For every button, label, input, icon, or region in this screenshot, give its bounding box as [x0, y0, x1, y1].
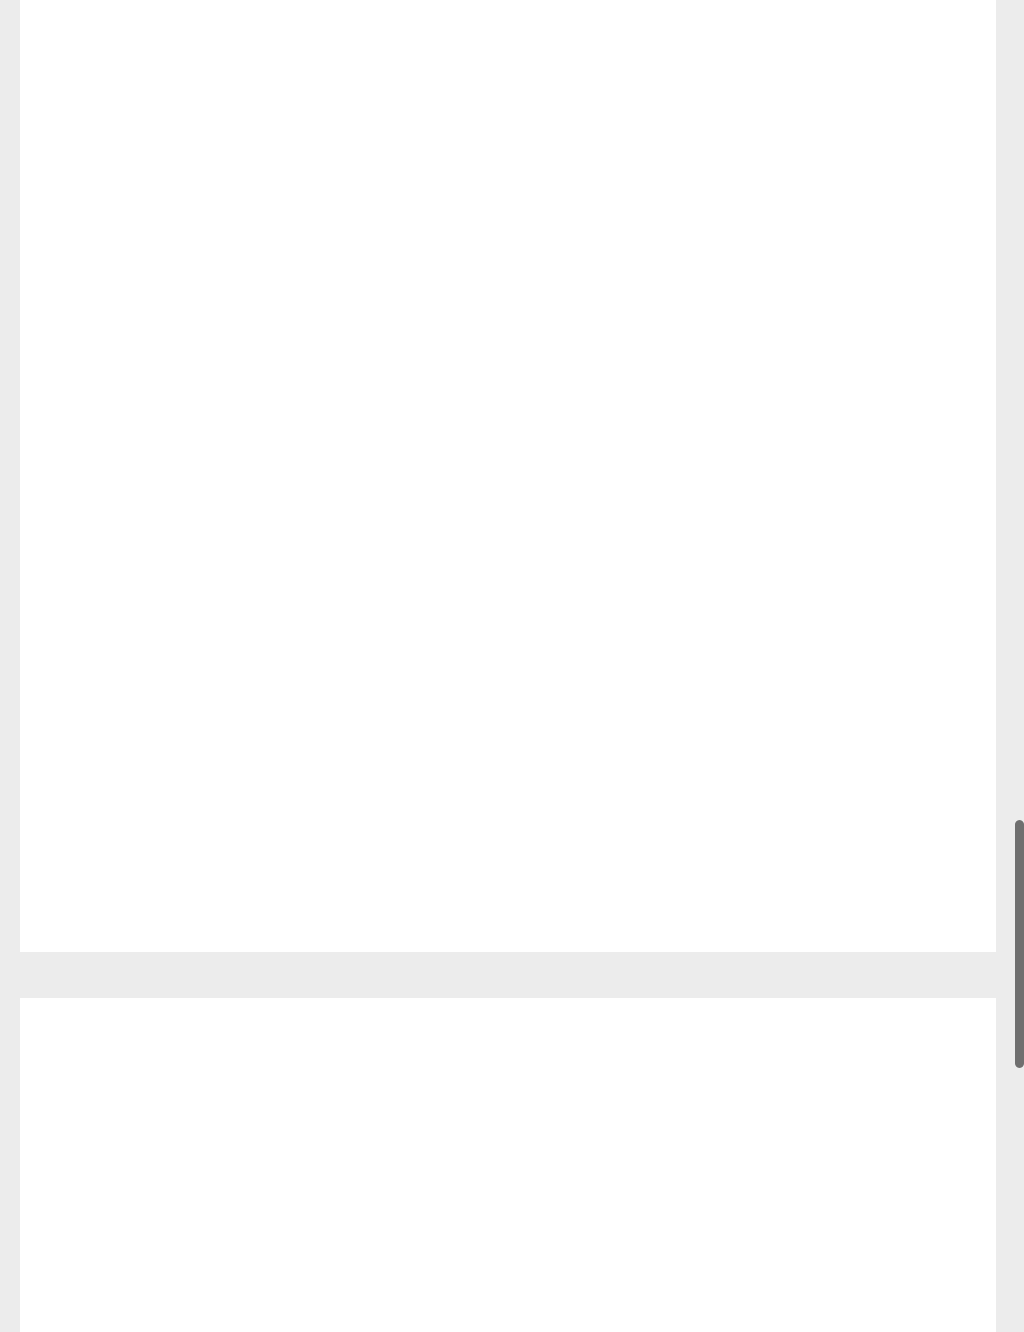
page-sheet-top: [20, 0, 996, 952]
scrollbar-thumb[interactable]: [1015, 820, 1024, 1068]
page-sheet-bottom: [20, 998, 996, 1332]
